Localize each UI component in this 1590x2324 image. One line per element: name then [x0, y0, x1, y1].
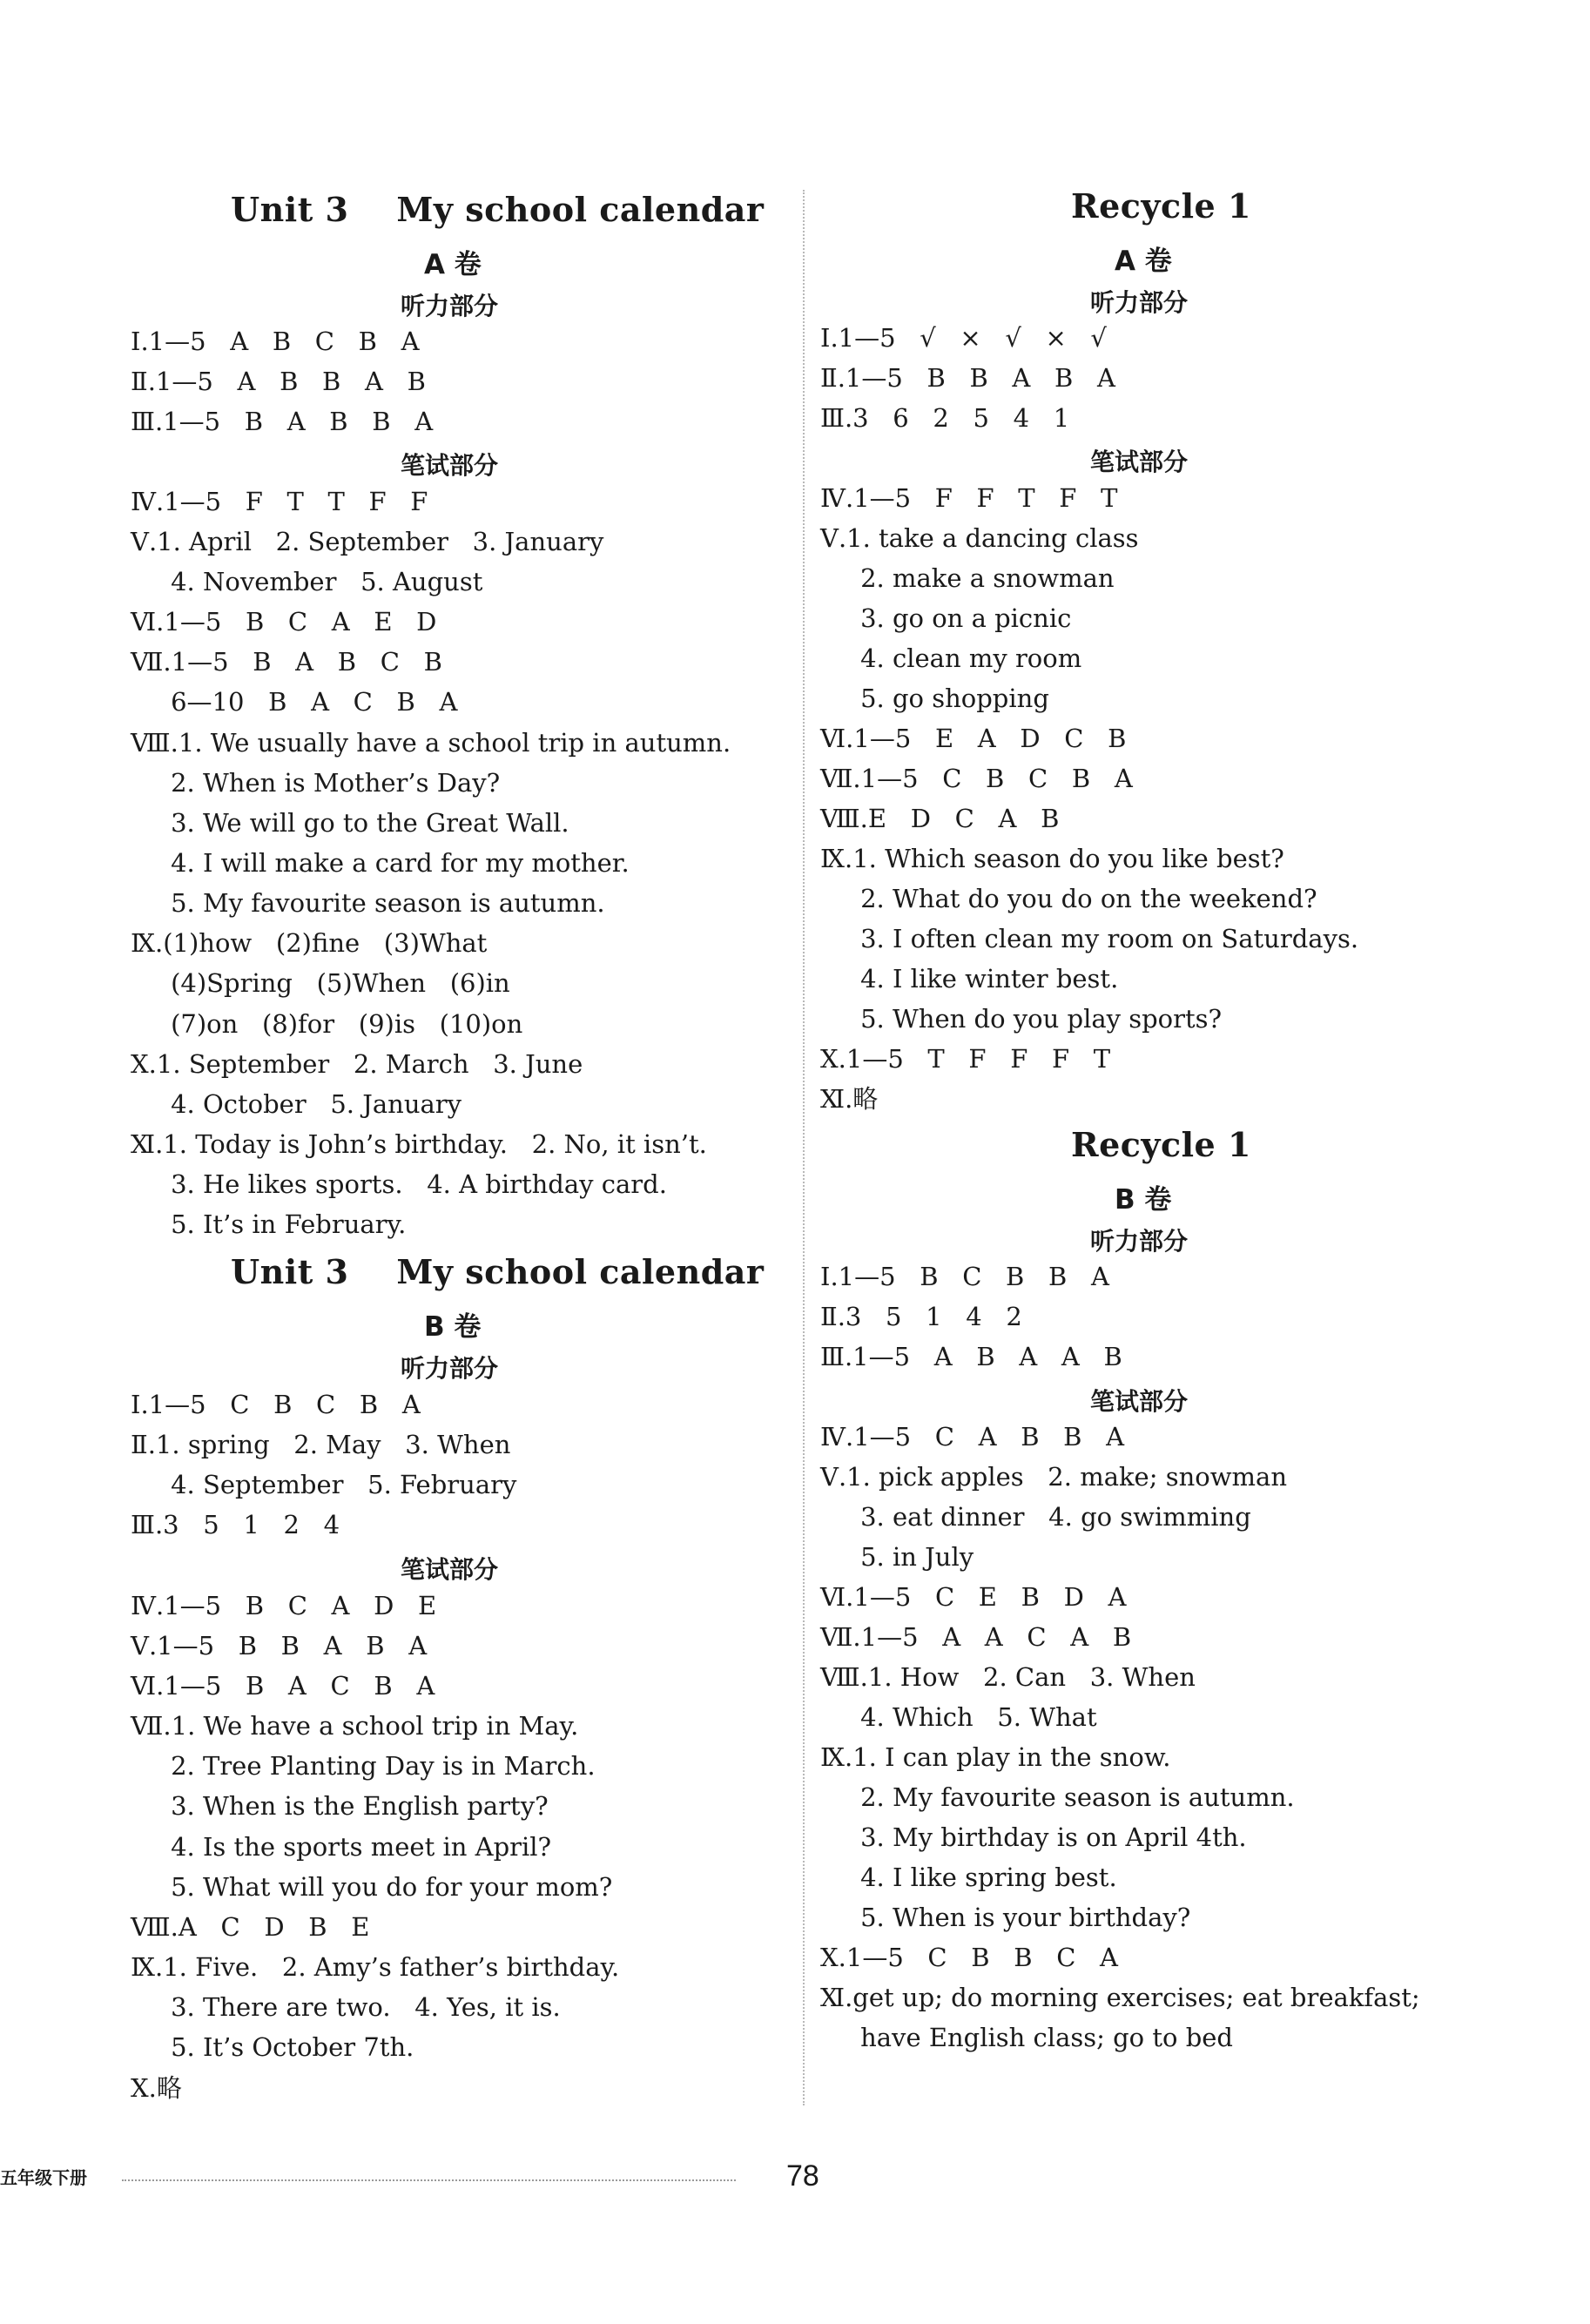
answer-line: 4. September 5. February [131, 1470, 517, 1499]
answer-line: 5. go shopping [820, 684, 1049, 713]
answer-line: Ⅲ.3 6 2 5 4 1 [820, 403, 1070, 433]
answer-line: 3. I often clean my room on Saturdays. [820, 924, 1359, 953]
answer-line: 2. My favourite season is autumn. [820, 1782, 1295, 1812]
answer-line: Ⅶ.1—5 A A C A B [820, 1622, 1132, 1652]
left-b-title: Unit 3 My school calendar [231, 1252, 765, 1291]
answer-line: Ⅸ.1. I can play in the snow. [820, 1742, 1171, 1772]
answer-line: 3. eat dinner 4. go swimming [820, 1502, 1251, 1532]
answer-line: 3. He likes sports. 4. A birthday card. [131, 1169, 667, 1199]
answer-line: Ⅷ.A C D B E [131, 1912, 370, 1942]
answer-line: Ⅵ.1—5 B C A E D [131, 607, 437, 637]
answer-line: Ⅹ.略 [131, 2073, 182, 2103]
answer-line: Ⅷ.1. We usually have a school trip in autumn. [131, 728, 731, 758]
answer-line: Ⅱ.1—5 B B A B A [820, 363, 1115, 393]
footer-grade-label: 五年级下册 [0, 2167, 87, 2188]
answer-line: 5. It’s October 7th. [131, 2032, 414, 2062]
left-b-listening: 听力部分 [401, 1354, 499, 1383]
right-a-title: Recycle 1 [1071, 186, 1251, 226]
page-number: 78 [786, 2159, 819, 2193]
answer-line: Ⅸ.(1)how (2)fine (3)What [131, 928, 488, 958]
answer-line: 4. Which 5. What [820, 1702, 1097, 1732]
answer-line: 3. We will go to the Great Wall. [131, 808, 569, 838]
answer-line: Ⅺ.1. Today is John’s birthday. 2. No, it isn’t. [131, 1129, 707, 1159]
left-b-juan: B 卷 [424, 1311, 482, 1343]
answer-line: Ⅵ.1—5 B A C B A [131, 1671, 435, 1701]
answer-line: 4. I like spring best. [820, 1863, 1117, 1892]
answer-line: Ⅳ.1—5 B C A D E [131, 1591, 437, 1620]
answer-line: (4)Spring (5)When (6)in [131, 968, 510, 998]
right-b-writing: 笔试部分 [1090, 1387, 1189, 1416]
answer-line: 5. When do you play sports? [820, 1004, 1223, 1034]
answer-line: 6—10 B A C B A [131, 687, 458, 717]
answer-line: 3. go on a picnic [820, 603, 1072, 633]
answer-line: 4. I will make a card for my mother. [131, 848, 630, 878]
answer-line: Ⅴ.1—5 B B A B A [131, 1631, 428, 1660]
answer-line: 2. When is Mother’s Day? [131, 768, 501, 798]
answer-line: 3. There are two. 4. Yes, it is. [131, 1992, 561, 2022]
answer-line: 4. November 5. August [131, 567, 483, 596]
answer-line: 2. Tree Planting Day is in March. [131, 1751, 596, 1781]
answer-line: Ⅰ.1—5 B C B B A [820, 1262, 1109, 1291]
right-b-title: Recycle 1 [1071, 1125, 1251, 1164]
answer-line: 4. clean my room [820, 643, 1082, 673]
answer-line: Ⅺ.get up; do morning exercises; eat breakfast; [820, 1983, 1420, 2012]
answer-line: 4. I like winter best. [820, 964, 1119, 994]
answer-line: Ⅳ.1—5 F F T F T [820, 483, 1118, 513]
answer-line: Ⅴ.1. April 2. September 3. January [131, 527, 604, 556]
right-b-juan: B 卷 [1115, 1184, 1172, 1216]
left-b-writing: 笔试部分 [401, 1555, 499, 1584]
answer-line: 4. Is the sports meet in April? [131, 1832, 552, 1862]
right-a-juan: A 卷 [1115, 246, 1172, 277]
left-a-title: Unit 3 My school calendar [231, 190, 765, 229]
answer-line: Ⅰ.1—5 A B C B A [131, 327, 420, 356]
left-a-writing: 笔试部分 [401, 451, 499, 480]
answer-line: 3. When is the English party? [131, 1791, 549, 1821]
answer-line: Ⅴ.1. pick apples 2. make; snowman [820, 1462, 1288, 1492]
answer-line: 5. When is your birthday? [820, 1903, 1191, 1932]
left-a-listening: 听力部分 [401, 292, 499, 320]
answer-line: 2. What do you do on the weekend? [820, 884, 1317, 913]
answer-line: Ⅸ.1. Five. 2. Amy’s father’s birthday. [131, 1952, 620, 1982]
answer-line: 5. My favourite season is autumn. [131, 888, 605, 918]
answer-line: 5. What will you do for your mom? [131, 1872, 613, 1902]
answer-line: Ⅶ.1—5 C B C B A [820, 764, 1133, 793]
column-divider [803, 190, 805, 2105]
answer-line: Ⅴ.1. take a dancing class [820, 523, 1139, 553]
answer-line: 5. It’s in February. [131, 1209, 407, 1239]
answer-line: Ⅱ.1. spring 2. May 3. When [131, 1430, 511, 1459]
answer-line: Ⅲ.1—5 A B A A B [820, 1342, 1122, 1371]
answer-line: (7)on (8)for (9)is (10)on [131, 1009, 523, 1039]
answer-line: Ⅹ.1—5 C B B C A [820, 1943, 1118, 1972]
answer-line: 5. in July [820, 1542, 974, 1572]
answer-line: Ⅳ.1—5 C A B B A [820, 1422, 1125, 1452]
footer-dotted-rule [122, 2179, 736, 2181]
answer-line: Ⅷ.1. How 2. Can 3. When [820, 1662, 1196, 1692]
answer-line: 4. October 5. January [131, 1089, 462, 1119]
answer-line: Ⅰ.1—5 √ × √ × √ [820, 323, 1107, 353]
answer-line: Ⅲ.3 5 1 2 4 [131, 1510, 340, 1539]
answer-line: Ⅷ.E D C A B [820, 804, 1060, 833]
answer-line: Ⅱ.1—5 A B B A B [131, 367, 426, 396]
answer-line: Ⅱ.3 5 1 4 2 [820, 1302, 1022, 1331]
answer-line: Ⅺ.略 [820, 1084, 879, 1114]
answer-line: Ⅵ.1—5 E A D C B [820, 724, 1127, 753]
answer-line: Ⅰ.1—5 C B C B A [131, 1390, 421, 1419]
answer-line: have English class; go to bed [820, 2023, 1233, 2052]
answer-line: 2. make a snowman [820, 563, 1115, 593]
answer-line: Ⅹ.1—5 T F F F T [820, 1044, 1111, 1074]
answer-line: Ⅲ.1—5 B A B B A [131, 407, 434, 436]
left-a-juan: A 卷 [424, 249, 482, 280]
right-b-listening: 听力部分 [1090, 1227, 1189, 1256]
answer-line: 3. My birthday is on April 4th. [820, 1822, 1247, 1852]
right-a-writing: 笔试部分 [1090, 448, 1189, 476]
right-a-listening: 听力部分 [1090, 288, 1189, 317]
answer-line: Ⅶ.1—5 B A B C B [131, 647, 442, 677]
answer-line: Ⅳ.1—5 F T T F F [131, 487, 428, 516]
answer-line: Ⅹ.1. September 2. March 3. June [131, 1049, 583, 1079]
page-footer [0, 2159, 1590, 2199]
answer-line: Ⅵ.1—5 C E B D A [820, 1582, 1127, 1612]
answer-line: Ⅶ.1. We have a school trip in May. [131, 1711, 579, 1741]
answer-line: Ⅸ.1. Which season do you like best? [820, 844, 1284, 873]
